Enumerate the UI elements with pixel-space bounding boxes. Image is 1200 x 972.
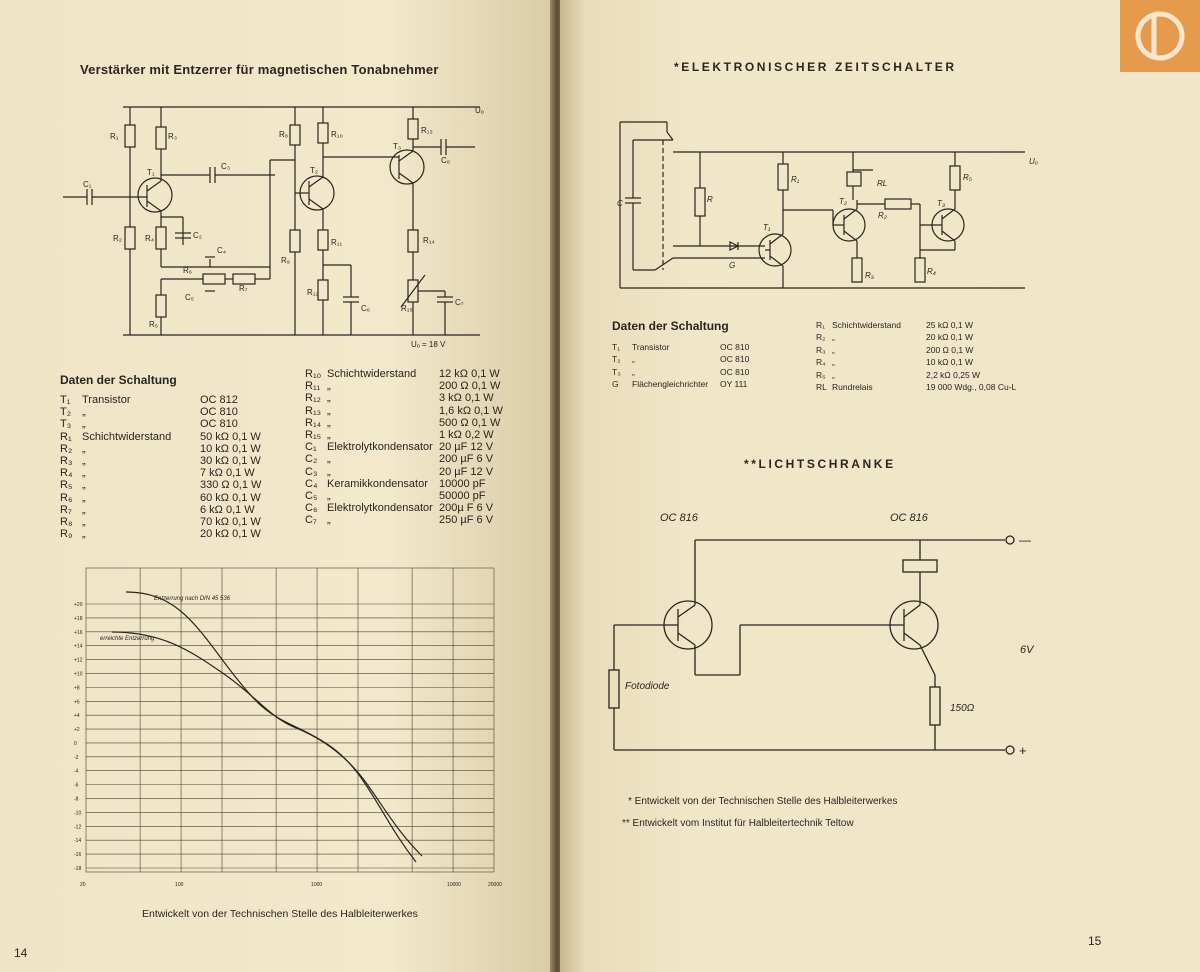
curve-achieved	[112, 632, 422, 856]
data-row-desc: „	[82, 479, 86, 492]
label-r3: R₃	[168, 132, 178, 141]
label-r11: R₁₁	[331, 238, 343, 247]
graph-y-tick: -4	[74, 768, 79, 775]
graph-y-tick: -2	[74, 754, 79, 761]
data-row-val: 200 Ω 0,1 W	[439, 380, 501, 393]
label-r13: R₁₃	[421, 126, 433, 135]
graph-y-tick: +2	[74, 727, 80, 734]
label-c1: C₁	[83, 180, 92, 189]
data-row-desc: „	[832, 332, 835, 343]
data-row-val: 20 kΩ 0,1 W	[200, 528, 261, 541]
data-row-ref: R₁₅	[305, 429, 322, 441]
label-r10: R₁₀	[331, 130, 343, 139]
data-row-desc: Schichtwiderstand	[82, 430, 172, 443]
data-row-desc: „	[832, 357, 835, 368]
footnote-2: ** Entwickelt vom Institut für Halbleitertechnik Teltow	[622, 818, 854, 829]
label-c2: C₂	[193, 231, 202, 240]
left-data-column-2	[305, 368, 520, 543]
data-row-ref: T₂	[612, 354, 621, 365]
data-row-ref: R₁	[60, 430, 72, 443]
data-row-desc: „	[327, 429, 331, 441]
data-row-ref: R₁₁	[305, 380, 321, 393]
label-r7: R₇	[239, 284, 248, 293]
data-row-val: OC 810	[720, 354, 750, 365]
data-row-val: 2,2 kΩ 0,25 W	[926, 369, 981, 380]
data-row-val: 30 kΩ 0,1 W	[200, 455, 261, 467]
data-row-ref: R₁₂	[305, 392, 321, 405]
data-row-desc: Elektrolytkondensator	[327, 441, 433, 454]
data-row-ref: R₅	[60, 479, 73, 492]
data-row-val: OC 810	[200, 406, 238, 419]
label-c4: C₄	[217, 246, 227, 255]
timer-label-r2: R₂	[878, 211, 887, 220]
data-row-desc: Rundrelais	[832, 382, 873, 392]
data-row-ref: T₁	[60, 394, 71, 406]
data-row-val: 200 Ω 0,1 W	[926, 344, 974, 355]
data-row-val: OC 810	[720, 366, 750, 377]
data-row-ref: T₁	[612, 342, 621, 352]
data-row-val: OY 111	[720, 379, 748, 390]
data-row-val: 12 kΩ 0,1 W	[439, 368, 500, 380]
right-data-column-2	[816, 320, 1017, 392]
data-row-desc: „	[327, 465, 331, 478]
data-row-val: 10 kΩ 0,1 W	[200, 442, 261, 455]
data-row-ref: T₃	[612, 366, 621, 377]
data-row-desc: „	[327, 392, 331, 405]
data-row-desc: „	[82, 406, 86, 419]
graph-y-tick: +4	[74, 713, 80, 720]
graph-y-tick: +6	[74, 699, 80, 706]
label-t1: T₁	[147, 168, 155, 177]
graph-y-tick: +12	[74, 657, 83, 664]
label-c8: C₈	[441, 156, 451, 165]
data-row-ref: R₁₀	[305, 368, 322, 380]
light-barrier-schematic	[600, 505, 1060, 775]
label-r15: R₁₅	[401, 304, 413, 313]
timer-label-r1: R₁	[791, 175, 800, 184]
plus-terminal-label: +	[1019, 743, 1027, 758]
graph-y-tick: -8	[74, 796, 79, 803]
data-row-val: 25 kΩ 0,1 W	[926, 320, 973, 330]
publisher-logo-icon	[1120, 0, 1200, 72]
data-row-ref: R₁	[816, 320, 826, 330]
right-data-title: Daten der Schaltung	[612, 319, 729, 333]
label-r2: R₂	[113, 234, 122, 243]
data-row-desc: „	[327, 380, 331, 393]
timer-label-r5: R₅	[963, 173, 972, 182]
data-row-val: 250 µF 6 V	[439, 514, 494, 527]
data-row-ref: T₃	[60, 418, 72, 431]
data-row-val: 70 kΩ 0,1 W	[200, 516, 261, 528]
graph-y-tick: -18	[74, 866, 82, 872]
data-row-ref: R₂	[60, 442, 73, 455]
graph-x-tick: 100	[175, 882, 184, 888]
right-page-number: 15	[1088, 934, 1102, 948]
label-c5: C₅	[185, 293, 194, 302]
data-row-ref: R₃	[60, 455, 73, 467]
graph-x-tick: 1000	[311, 882, 323, 888]
data-row-ref: R₃	[816, 344, 826, 355]
data-row-ref: C₇	[305, 514, 317, 527]
graph-y-tick: -16	[74, 852, 82, 859]
data-row-desc: „	[632, 354, 635, 365]
data-row-ref: C₅	[305, 490, 318, 502]
data-row-ref: R₇	[60, 503, 72, 516]
label-c7: C₇	[455, 298, 464, 307]
curve-din	[126, 592, 416, 862]
timer-label-u0: Uₒ	[1029, 157, 1038, 166]
timer-label-t3: T₃	[937, 199, 946, 208]
label-r6: R₆	[183, 266, 193, 275]
data-row-val: OC 812	[200, 394, 238, 406]
data-row-ref: T₂	[60, 406, 71, 419]
data-row-ref: R₉	[60, 528, 73, 541]
label-r1: R₁	[110, 132, 119, 141]
data-row-val: 200 µF 6 V	[439, 453, 494, 466]
left-data-column-1	[60, 394, 275, 554]
data-row-desc: „	[327, 453, 331, 466]
data-row-ref: C₄	[305, 477, 318, 490]
timer-label-rl: RL	[877, 179, 888, 188]
data-row-val: 19 000 Wdg., 0,08 Cu-L	[926, 382, 1017, 392]
data-row-desc: Elektrolytkondensator	[327, 502, 433, 515]
photodiode-label: Fotodiode	[625, 681, 670, 692]
data-row-desc: Schichtwiderstand	[327, 368, 417, 380]
amplifier-schematic	[55, 95, 495, 355]
graph-x-tick: 20	[80, 882, 86, 888]
label-t3: T₃	[393, 142, 402, 151]
data-row-val: 50 kΩ 0,1 W	[200, 430, 261, 443]
label-c6: C₆	[361, 304, 371, 313]
data-row-ref: RL	[816, 382, 827, 392]
timer-schematic	[615, 110, 1045, 300]
data-row-ref: R₄	[816, 357, 826, 368]
left-caption: Entwickelt von der Technischen Stelle des Halbleiterwerkes	[142, 908, 418, 920]
graph-y-tick: +8	[74, 685, 80, 692]
data-row-desc: „	[82, 442, 86, 455]
data-row-val: 330 Ω 0,1 W	[200, 479, 262, 492]
label-r14: R₁₄	[423, 236, 435, 245]
data-row-val: 6 kΩ 0,1 W	[200, 503, 255, 516]
timer-label-t1: T₁	[763, 223, 771, 232]
data-row-desc: „	[82, 528, 86, 541]
label-t2: T₂	[310, 166, 318, 175]
data-row-ref: R₁₃	[305, 404, 322, 417]
data-row-ref: C₂	[305, 453, 318, 466]
data-row-val: 7 kΩ 0,1 W	[200, 467, 255, 480]
minus-terminal-label: —	[1019, 533, 1031, 547]
data-row-val: 200µ F 6 V	[439, 502, 494, 515]
graph-x-tick: 10000	[447, 882, 461, 888]
data-row-desc: „	[82, 467, 86, 480]
data-row-ref: R₆	[60, 491, 73, 504]
graph-y-tick: +16	[74, 629, 83, 636]
right-data-column-1	[612, 342, 772, 392]
data-row-val: 20 kΩ 0,1 W	[926, 332, 973, 343]
data-row-val: OC 810	[200, 418, 238, 431]
curve-label-achieved: erreichte Entzerrung	[100, 636, 155, 642]
label-c3: C₃	[221, 162, 231, 171]
data-row-desc: Flächengleichrichter	[632, 379, 709, 390]
timer-label-r4: R₄	[927, 267, 936, 276]
data-row-desc: Schichtwiderstand	[832, 320, 901, 330]
left-page-title: Verstärker mit Entzerrer für magnetischen Tonabnehmer	[80, 62, 439, 77]
data-row-desc: „	[327, 404, 331, 417]
data-row-desc: „	[832, 369, 835, 380]
graph-y-tick: +14	[74, 643, 83, 650]
data-row-ref: R₂	[816, 332, 826, 343]
left-page	[0, 0, 556, 972]
label-r4: R₄	[145, 234, 155, 243]
graph-y-tick: -6	[74, 782, 79, 789]
data-row-val: 20 µF 12 V	[439, 441, 494, 454]
graph-y-tick: -14	[74, 838, 82, 845]
data-row-desc: „	[82, 418, 86, 431]
timer-label-g: G	[729, 261, 736, 270]
graph-y-tick: 0	[74, 740, 77, 747]
data-row-val: OC 810	[720, 342, 750, 352]
timer-label-t2: T₂	[839, 197, 847, 206]
voltage-6v-label: 6V	[1020, 644, 1034, 656]
right-page	[560, 0, 1200, 972]
data-row-desc: Keramikkondensator	[327, 477, 428, 490]
label-r12: R₁₂	[307, 288, 319, 297]
data-row-desc: „	[82, 455, 86, 467]
data-row-val: 500 Ω 0,1 W	[439, 416, 501, 429]
data-row-val: 1,6 kΩ 0,1 W	[439, 404, 503, 417]
graph-y-tick: +18	[74, 615, 83, 622]
frequency-response-graph	[64, 562, 504, 894]
data-row-val: 60 kΩ 0,1 W	[200, 491, 261, 504]
data-row-desc: „	[327, 514, 331, 527]
data-row-val: 10 kΩ 0,1 W	[926, 357, 973, 368]
timer-label-r3: R₃	[865, 271, 874, 280]
timer-label-r: R	[707, 195, 713, 204]
data-row-val: 50000 pF	[439, 490, 486, 502]
data-row-desc: „	[327, 416, 331, 429]
label-r8: R₈	[279, 130, 289, 139]
graph-y-tick: +20	[74, 602, 83, 608]
data-row-val: 3 kΩ 0,1 W	[439, 392, 494, 405]
graph-x-tick: 20000	[488, 882, 502, 888]
label-r9: R₉	[281, 256, 290, 265]
resistor-150-label: 150Ω	[950, 703, 975, 714]
data-row-ref: G	[612, 379, 619, 390]
data-row-ref: R₁₄	[305, 416, 322, 429]
zeitschalter-title: *ELEKTRONISCHER ZEITSCHALTER	[674, 60, 957, 74]
data-row-ref: R₈	[60, 516, 73, 528]
lichtschranke-t2-label: OC 816	[890, 512, 928, 524]
graph-y-tick: +10	[74, 671, 83, 678]
timer-label-c: C	[617, 199, 623, 208]
left-data-title: Daten der Schaltung	[60, 373, 177, 387]
data-row-ref: R₄	[60, 467, 73, 480]
data-row-desc: „	[82, 503, 86, 516]
curve-label-din: Entzerrung nach DIN 45 536	[154, 596, 231, 602]
data-row-desc: Transistor	[632, 342, 670, 352]
left-page-number: 14	[14, 946, 28, 960]
data-row-ref: C₆	[305, 502, 318, 515]
data-row-desc: „	[327, 490, 331, 502]
data-row-val: 1 kΩ 0,2 W	[439, 429, 494, 441]
data-row-val: 10000 pF	[439, 477, 486, 490]
lichtschranke-t1-label: OC 816	[660, 512, 698, 524]
label-u0-top: Uₒ	[475, 106, 484, 115]
data-row-desc: „	[82, 516, 86, 528]
footnote-1: * Entwickelt von der Technischen Stelle des Halbleiterwerkes	[628, 796, 898, 807]
data-row-val: 20 µF 12 V	[439, 465, 494, 478]
data-row-desc: „	[632, 366, 635, 377]
data-row-desc: „	[832, 344, 835, 355]
data-row-desc: Transistor	[82, 394, 131, 406]
data-row-ref: R₅	[816, 369, 826, 380]
graph-y-tick: -10	[74, 810, 82, 817]
graph-y-tick: -12	[74, 824, 82, 831]
label-r5: R₅	[149, 320, 158, 329]
lichtschranke-title: **LICHTSCHRANKE	[744, 457, 896, 471]
label-u0-value: Uₒ = 18 V	[411, 340, 446, 349]
data-row-ref: C₁	[305, 441, 317, 454]
data-row-desc: „	[82, 491, 86, 504]
data-row-ref: C₃	[305, 465, 318, 478]
